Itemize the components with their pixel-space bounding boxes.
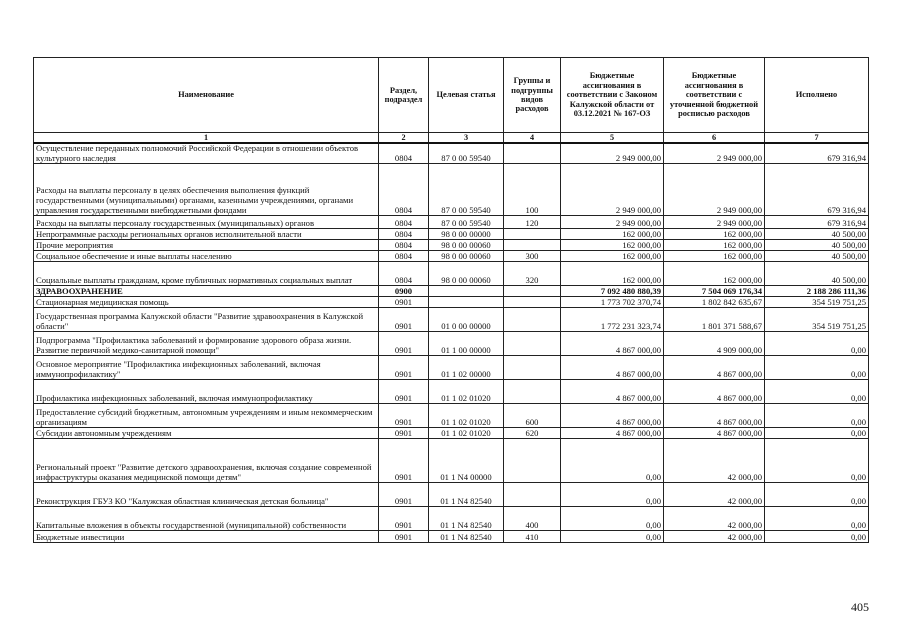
cell-executed: 40 500,00	[765, 229, 869, 240]
header-executed: Исполнено	[765, 58, 869, 133]
cell-law-allocation: 162 000,00	[561, 262, 664, 286]
column-number-row	[34, 133, 869, 144]
table-row	[34, 380, 869, 404]
cell-name: ЗДРАВООХРАНЕНИЕ	[34, 286, 379, 297]
cell-expense-group	[504, 439, 561, 483]
cell-section: 0901	[379, 308, 429, 332]
header-section: Раздел, подраздел	[379, 58, 429, 133]
cell-refined-allocation: 4 909 000,00	[664, 332, 765, 356]
cell-law-allocation: 4 867 000,00	[561, 380, 664, 404]
cell-target-article: 01 0 00 00000	[429, 308, 504, 332]
cell-name: Расходы на выплаты персоналу государственных (муниципальных) органов	[34, 216, 379, 229]
page-number: 405	[851, 600, 869, 614]
table-row	[34, 262, 869, 286]
cell-name: Государственная программа Калужской области "Развитие здравоохранения в Калужской области"	[34, 308, 379, 332]
cell-target-article	[429, 286, 504, 297]
cell-expense-group: 620	[504, 428, 561, 439]
cell-executed: 354 519 751,25	[765, 308, 869, 332]
cell-executed: 0,00	[765, 404, 869, 428]
cell-law-allocation: 0,00	[561, 483, 664, 507]
column-number: 3	[429, 133, 504, 144]
table-header-row	[34, 58, 869, 133]
header-law-allocations: Бюджетные ассигнования в соответствии с Законом Калужской области от 03.12.2021 № 167-ОЗ	[561, 58, 664, 133]
cell-expense-group	[504, 229, 561, 240]
cell-expense-group	[504, 356, 561, 380]
cell-law-allocation: 162 000,00	[561, 229, 664, 240]
table-row	[34, 240, 869, 251]
cell-name: Реконструкция ГБУЗ КО "Калужская областная клиническая детская больница"	[34, 483, 379, 507]
table-row	[34, 332, 869, 356]
cell-name: Стационарная медицинская помощь	[34, 297, 379, 308]
cell-expense-group: 120	[504, 216, 561, 229]
cell-name: Прочие мероприятия	[34, 240, 379, 251]
cell-refined-allocation: 1 802 842 635,67	[664, 297, 765, 308]
cell-refined-allocation: 4 867 000,00	[664, 356, 765, 380]
cell-section: 0901	[379, 428, 429, 439]
table-row	[34, 143, 869, 164]
cell-expense-group	[504, 143, 561, 164]
cell-executed: 40 500,00	[765, 251, 869, 262]
cell-name: Субсидии автономным учреждениям	[34, 428, 379, 439]
table-row	[34, 428, 869, 439]
cell-executed: 354 519 751,25	[765, 297, 869, 308]
cell-refined-allocation: 1 801 371 588,67	[664, 308, 765, 332]
cell-name: Расходы на выплаты персоналу в целях обеспечения выполнения функций государственными (муниципальными) органами, казенными учреждениями, органами управления государственными внебюджетными фондами	[34, 164, 379, 216]
cell-refined-allocation: 2 949 000,00	[664, 216, 765, 229]
cell-refined-allocation: 4 867 000,00	[664, 380, 765, 404]
cell-executed: 40 500,00	[765, 240, 869, 251]
cell-expense-group: 100	[504, 164, 561, 216]
cell-refined-allocation: 2 949 000,00	[664, 164, 765, 216]
cell-target-article: 01 1 00 00000	[429, 332, 504, 356]
cell-expense-group	[504, 332, 561, 356]
cell-expense-group	[504, 240, 561, 251]
cell-section: 0900	[379, 286, 429, 297]
table-body	[34, 143, 869, 543]
cell-section: 0804	[379, 143, 429, 164]
table-row	[34, 164, 869, 216]
cell-target-article: 01 1 02 00000	[429, 356, 504, 380]
cell-target-article: 01 1 02 01020	[429, 380, 504, 404]
table-row	[34, 229, 869, 240]
cell-name: Предоставление субсидий бюджетным, автономным учреждениям и иным некоммерческим организациям	[34, 404, 379, 428]
cell-target-article: 01 1 02 01020	[429, 404, 504, 428]
cell-executed: 679 316,94	[765, 164, 869, 216]
column-number: 2	[379, 133, 429, 144]
column-number: 1	[34, 133, 379, 144]
cell-executed: 0,00	[765, 380, 869, 404]
cell-executed: 0,00	[765, 507, 869, 531]
cell-target-article: 87 0 00 59540	[429, 216, 504, 229]
cell-target-article: 01 1 02 01020	[429, 428, 504, 439]
cell-expense-group: 600	[504, 404, 561, 428]
cell-name: Профилактика инфекционных заболеваний, включая иммунопрофилактику	[34, 380, 379, 404]
cell-law-allocation: 0,00	[561, 439, 664, 483]
table-row	[34, 286, 869, 297]
cell-target-article	[429, 297, 504, 308]
cell-section: 0901	[379, 356, 429, 380]
cell-section: 0804	[379, 240, 429, 251]
table-row	[34, 308, 869, 332]
cell-expense-group	[504, 483, 561, 507]
cell-law-allocation: 4 867 000,00	[561, 428, 664, 439]
table-row	[34, 297, 869, 308]
cell-name: Социальное обеспечение и иные выплаты населению	[34, 251, 379, 262]
cell-refined-allocation: 42 000,00	[664, 531, 765, 543]
cell-refined-allocation: 7 504 069 176,34	[664, 286, 765, 297]
cell-executed: 679 316,94	[765, 143, 869, 164]
cell-executed: 2 188 286 111,36	[765, 286, 869, 297]
cell-law-allocation: 4 867 000,00	[561, 404, 664, 428]
table-row	[34, 483, 869, 507]
cell-law-allocation: 2 949 000,00	[561, 143, 664, 164]
cell-refined-allocation: 42 000,00	[664, 483, 765, 507]
cell-expense-group: 320	[504, 262, 561, 286]
table-row	[34, 356, 869, 380]
cell-target-article: 01 1 N4 00000	[429, 439, 504, 483]
cell-law-allocation: 162 000,00	[561, 240, 664, 251]
header-target: Целевая статья	[429, 58, 504, 133]
cell-section: 0804	[379, 216, 429, 229]
cell-law-allocation: 162 000,00	[561, 251, 664, 262]
cell-expense-group: 400	[504, 507, 561, 531]
table-row	[34, 251, 869, 262]
cell-executed: 0,00	[765, 531, 869, 543]
cell-expense-group: 300	[504, 251, 561, 262]
cell-law-allocation: 4 867 000,00	[561, 356, 664, 380]
cell-refined-allocation: 162 000,00	[664, 262, 765, 286]
cell-executed: 0,00	[765, 483, 869, 507]
cell-executed: 0,00	[765, 356, 869, 380]
cell-target-article: 01 1 N4 82540	[429, 483, 504, 507]
cell-refined-allocation: 42 000,00	[664, 507, 765, 531]
cell-law-allocation: 2 949 000,00	[561, 216, 664, 229]
cell-executed: 679 316,94	[765, 216, 869, 229]
cell-section: 0804	[379, 262, 429, 286]
cell-section: 0901	[379, 483, 429, 507]
cell-executed: 0,00	[765, 428, 869, 439]
cell-executed: 40 500,00	[765, 262, 869, 286]
cell-name: Капитальные вложения в объекты государственной (муниципальной) собственности	[34, 507, 379, 531]
column-number: 6	[664, 133, 765, 144]
cell-expense-group	[504, 380, 561, 404]
header-name: Наименование	[34, 58, 379, 133]
cell-law-allocation: 0,00	[561, 531, 664, 543]
header-expense-group: Группы и подгруппы видов расходов	[504, 58, 561, 133]
table-row	[34, 404, 869, 428]
cell-law-allocation: 2 949 000,00	[561, 164, 664, 216]
cell-refined-allocation: 162 000,00	[664, 240, 765, 251]
cell-expense-group	[504, 286, 561, 297]
cell-section: 0804	[379, 164, 429, 216]
cell-name: Осуществление переданных полномочий Российской Федерации в отношении объектов культурного наследия	[34, 143, 379, 164]
cell-name: Бюджетные инвестиции	[34, 531, 379, 543]
table-row	[34, 216, 869, 229]
cell-name: Основное мероприятие "Профилактика инфекционных заболеваний, включая иммунопрофилактику"	[34, 356, 379, 380]
cell-name: Непрограммные расходы региональных органов исполнительной власти	[34, 229, 379, 240]
cell-target-article: 98 0 00 00060	[429, 240, 504, 251]
cell-executed: 0,00	[765, 439, 869, 483]
cell-section: 0804	[379, 251, 429, 262]
cell-law-allocation: 4 867 000,00	[561, 332, 664, 356]
column-number: 5	[561, 133, 664, 144]
cell-target-article: 87 0 00 59540	[429, 143, 504, 164]
cell-expense-group: 410	[504, 531, 561, 543]
column-number: 7	[765, 133, 869, 144]
cell-name: Социальные выплаты гражданам, кроме публичных нормативных социальных выплат	[34, 262, 379, 286]
cell-target-article: 98 0 00 00000	[429, 229, 504, 240]
cell-section: 0901	[379, 332, 429, 356]
cell-section: 0901	[379, 404, 429, 428]
cell-refined-allocation: 42 000,00	[664, 439, 765, 483]
cell-section: 0804	[379, 229, 429, 240]
cell-expense-group	[504, 308, 561, 332]
cell-refined-allocation: 4 867 000,00	[664, 404, 765, 428]
cell-law-allocation: 7 092 480 880,39	[561, 286, 664, 297]
table-row	[34, 439, 869, 483]
cell-section: 0901	[379, 380, 429, 404]
cell-refined-allocation: 162 000,00	[664, 229, 765, 240]
cell-refined-allocation: 162 000,00	[664, 251, 765, 262]
budget-table	[33, 57, 869, 543]
column-number: 4	[504, 133, 561, 144]
table-row	[34, 507, 869, 531]
cell-law-allocation: 0,00	[561, 507, 664, 531]
cell-law-allocation: 1 773 702 370,74	[561, 297, 664, 308]
cell-target-article: 01 1 N4 82540	[429, 531, 504, 543]
cell-target-article: 01 1 N4 82540	[429, 507, 504, 531]
cell-law-allocation: 1 772 231 323,74	[561, 308, 664, 332]
table-row	[34, 531, 869, 543]
cell-section: 0901	[379, 507, 429, 531]
cell-name: Региональный проект "Развитие детского здравоохранения, включая создание современной инфраструктуры оказания медицинской помощи детям"	[34, 439, 379, 483]
cell-refined-allocation: 4 867 000,00	[664, 428, 765, 439]
cell-target-article: 87 0 00 59540	[429, 164, 504, 216]
cell-executed: 0,00	[765, 332, 869, 356]
cell-target-article: 98 0 00 00060	[429, 251, 504, 262]
cell-section: 0901	[379, 439, 429, 483]
cell-section: 0901	[379, 297, 429, 308]
cell-target-article: 98 0 00 00060	[429, 262, 504, 286]
cell-name: Подпрограмма "Профилактика заболеваний и формирование здорового образа жизни. Развитие первичной медико-санитарной помощи"	[34, 332, 379, 356]
cell-expense-group	[504, 297, 561, 308]
header-refined-allocations: Бюджетные ассигнования в соответствии с уточненной бюджетной росписью расходов	[664, 58, 765, 133]
cell-refined-allocation: 2 949 000,00	[664, 143, 765, 164]
cell-section: 0901	[379, 531, 429, 543]
